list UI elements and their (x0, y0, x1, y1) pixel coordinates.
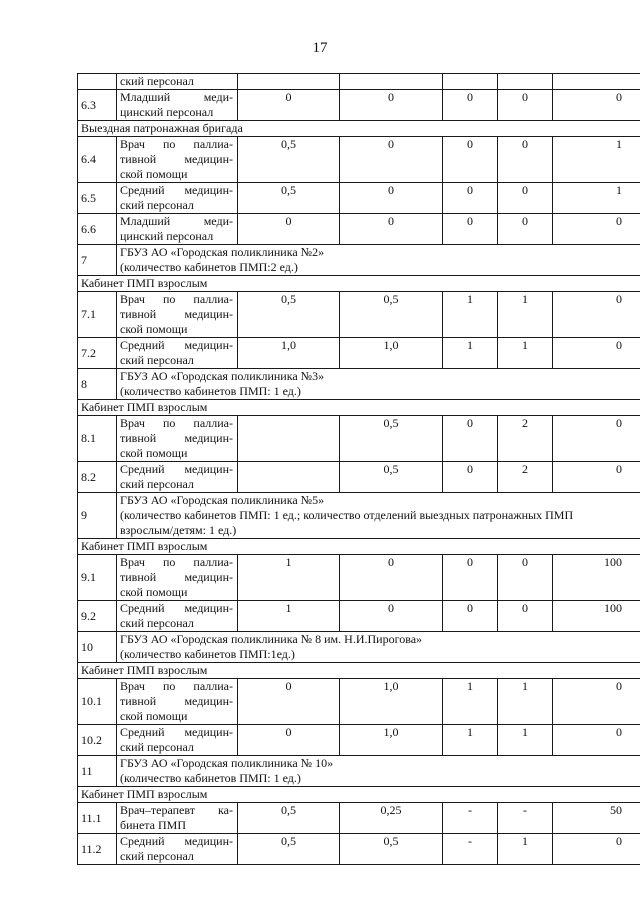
position-name-line: ский персонал (120, 353, 194, 367)
value-cell-3: - (443, 834, 498, 865)
table-row (78, 632, 640, 663)
value-cell-4: 1 (498, 292, 553, 338)
value-cell-2: 0,5 (340, 292, 443, 338)
organization-line: взрослым/детям: 1 ед.) (120, 523, 237, 537)
table-row (78, 338, 640, 369)
value-cell-4: 1 (498, 725, 553, 756)
position-name-line: тивной медицин- (120, 152, 233, 166)
value-cell-5: 100 (553, 555, 640, 601)
value-cell-3: 1 (443, 679, 498, 725)
value-cell-2: 0 (340, 214, 443, 245)
value-cell-2: 0 (340, 555, 443, 601)
value-cell-2: 0 (340, 601, 443, 632)
position-name (117, 679, 238, 725)
position-name-line: Врач по паллиа- (120, 555, 233, 569)
value-cell-2: 0,5 (340, 462, 443, 493)
value-cell-3: - (443, 803, 498, 834)
value-cell-1: 0,5 (238, 834, 340, 865)
value-cell-3 (443, 74, 498, 90)
value-cell-5: 1 (553, 183, 640, 214)
position-name (117, 183, 238, 214)
value-cell-4: - (498, 803, 553, 834)
position-name-line: ской помощи (120, 585, 188, 599)
value-cell-4: 0 (498, 137, 553, 183)
value-cell-4: 1 (498, 834, 553, 865)
row-number: 9 (78, 493, 117, 539)
table-row (78, 493, 640, 539)
value-cell-3: 1 (443, 725, 498, 756)
position-name-line: ский персонал (120, 849, 194, 863)
value-cell-3: 0 (443, 462, 498, 493)
section-heading: Кабинет ПМП взрослым (78, 400, 640, 416)
position-name-line: Врач по паллиа- (120, 679, 233, 693)
table-row (78, 400, 640, 416)
value-cell-1 (238, 74, 340, 90)
value-cell-5: 0 (553, 90, 640, 121)
organization-line: ГБУЗ АО «Городская поликлиника №5» (120, 493, 325, 507)
table-row (78, 276, 640, 292)
position-name (117, 137, 238, 183)
position-name-line: ской помощи (120, 709, 188, 723)
section-heading: Кабинет ПМП взрослым (78, 276, 640, 292)
section-heading: Кабинет ПМП взрослым (78, 663, 640, 679)
position-name-line: Средний медицин- (120, 338, 233, 352)
value-cell-4: 1 (498, 679, 553, 725)
organization-cell (117, 245, 640, 276)
position-name-line: Средний медицин- (120, 725, 233, 739)
position-name (117, 338, 238, 369)
table-row (78, 601, 640, 632)
position-name-line: цинский персонал (120, 105, 214, 119)
table-row (78, 663, 640, 679)
position-name-line: ской помощи (120, 322, 188, 336)
value-cell-4 (498, 74, 553, 90)
value-cell-4: 1 (498, 338, 553, 369)
position-name (117, 601, 238, 632)
table-row (78, 121, 640, 137)
position-name-line: ской помощи (120, 446, 188, 460)
row-number: 11 (78, 756, 117, 787)
value-cell-3: 0 (443, 137, 498, 183)
value-cell-2: 0,5 (340, 834, 443, 865)
table-row (78, 245, 640, 276)
row-number: 11.1 (78, 803, 117, 834)
row-number: 9.2 (78, 601, 117, 632)
row-number: 10.1 (78, 679, 117, 725)
table-row (78, 555, 640, 601)
table-row (78, 725, 640, 756)
organization-line: ГБУЗ АО «Городская поликлиника № 10» (120, 756, 334, 770)
position-name (117, 74, 238, 90)
position-name-line: тивной медицин- (120, 431, 233, 445)
position-name (117, 214, 238, 245)
organization-cell (117, 493, 640, 539)
position-name-line: Врач по паллиа- (120, 137, 233, 151)
value-cell-3: 0 (443, 90, 498, 121)
organization-line: ГБУЗ АО «Городская поликлиника №3» (120, 369, 325, 383)
value-cell-3: 0 (443, 183, 498, 214)
table-row (78, 183, 640, 214)
position-name-line: Средний медицин- (120, 834, 233, 848)
position-name-line: тивной медицин- (120, 694, 233, 708)
position-name-line: ский персонал (120, 74, 194, 88)
position-name-line: ский персонал (120, 477, 194, 491)
table-row (78, 214, 640, 245)
row-number: 10 (78, 632, 117, 663)
organization-line: (количество кабинетов ПМП:1ед.) (120, 647, 295, 661)
value-cell-5: 100 (553, 601, 640, 632)
organization-line: (количество кабинетов ПМП: 1 ед.) (120, 384, 301, 398)
row-number (78, 74, 117, 90)
value-cell-5: 0 (553, 292, 640, 338)
position-name-line: тивной медицин- (120, 307, 233, 321)
position-name (117, 555, 238, 601)
row-number: 6.3 (78, 90, 117, 121)
section-heading: Кабинет ПМП взрослым (78, 539, 640, 555)
position-name-line: ский персонал (120, 740, 194, 754)
value-cell-2: 0 (340, 137, 443, 183)
value-cell-5: 0 (553, 834, 640, 865)
value-cell-1: 0,5 (238, 292, 340, 338)
table-row (78, 787, 640, 803)
page-number: 17 (312, 40, 328, 56)
position-name-line: тивной медицин- (120, 570, 233, 584)
organization-line: (количество кабинетов ПМП: 1 ед.) (120, 771, 301, 785)
value-cell-3: 1 (443, 338, 498, 369)
value-cell-5: 0 (553, 338, 640, 369)
position-name (117, 90, 238, 121)
table-row (78, 90, 640, 121)
position-name-line: Врач–терапевт ка- (120, 803, 233, 817)
table-row (78, 462, 640, 493)
value-cell-5: 0 (553, 462, 640, 493)
row-number: 10.2 (78, 725, 117, 756)
value-cell-2: 0,5 (340, 416, 443, 462)
organization-cell (117, 369, 640, 400)
value-cell-1: 0 (238, 214, 340, 245)
position-name-line: Средний медицин- (120, 183, 233, 197)
value-cell-4: 0 (498, 555, 553, 601)
position-name-line: ский персонал (120, 616, 194, 630)
position-name-line: ский персонал (120, 198, 194, 212)
position-name (117, 462, 238, 493)
table-body (78, 74, 640, 865)
row-number: 8.1 (78, 416, 117, 462)
value-cell-1: 1 (238, 601, 340, 632)
position-name-line: бинета ПМП (120, 818, 186, 832)
table-row (78, 679, 640, 725)
table-row (78, 369, 640, 400)
row-number: 11.2 (78, 834, 117, 865)
value-cell-1: 0,5 (238, 137, 340, 183)
organization-line: ГБУЗ АО «Городская поликлиника № 8 им. Н.И.Пирогова» (120, 632, 423, 646)
position-name-line: Младший меди- (120, 214, 233, 228)
value-cell-5: 0 (553, 725, 640, 756)
section-heading: Выездная патронажная бригада (78, 121, 640, 137)
position-name-line: Врач по паллиа- (120, 292, 233, 306)
value-cell-4: 0 (498, 214, 553, 245)
value-cell-1: 1 (238, 555, 340, 601)
value-cell-1: 0 (238, 90, 340, 121)
row-number: 6.5 (78, 183, 117, 214)
row-number: 6.6 (78, 214, 117, 245)
value-cell-4: 2 (498, 416, 553, 462)
value-cell-2: 0 (340, 90, 443, 121)
position-name (117, 803, 238, 834)
organization-line: (количество кабинетов ПМП: 1 ед.; количество отделений выездных патронажных ПМП (120, 508, 574, 522)
position-name-line: ской помощи (120, 167, 188, 181)
value-cell-2 (340, 74, 443, 90)
value-cell-3: 1 (443, 292, 498, 338)
section-heading: Кабинет ПМП взрослым (78, 787, 640, 803)
value-cell-3: 0 (443, 601, 498, 632)
table-row (78, 74, 640, 90)
value-cell-1: 0 (238, 679, 340, 725)
value-cell-1 (238, 416, 340, 462)
row-number: 7.2 (78, 338, 117, 369)
value-cell-1: 0,5 (238, 803, 340, 834)
organization-cell (117, 632, 640, 663)
row-number: 9.1 (78, 555, 117, 601)
value-cell-5: 0 (553, 214, 640, 245)
value-cell-2: 1,0 (340, 679, 443, 725)
table-row (78, 292, 640, 338)
value-cell-2: 1,0 (340, 725, 443, 756)
value-cell-3: 0 (443, 214, 498, 245)
value-cell-1: 0,5 (238, 183, 340, 214)
position-name (117, 416, 238, 462)
value-cell-5: 1 (553, 137, 640, 183)
value-cell-4: 2 (498, 462, 553, 493)
position-name (117, 834, 238, 865)
value-cell-2: 0,25 (340, 803, 443, 834)
position-name-line: Средний медицин- (120, 462, 233, 476)
row-number: 7 (78, 245, 117, 276)
value-cell-1: 1,0 (238, 338, 340, 369)
row-number: 8 (78, 369, 117, 400)
table-row (78, 756, 640, 787)
organization-cell (117, 756, 640, 787)
row-number: 8.2 (78, 462, 117, 493)
table-row (78, 834, 640, 865)
value-cell-4: 0 (498, 183, 553, 214)
table-row (78, 539, 640, 555)
value-cell-5: 50 (553, 803, 640, 834)
position-name-line: Младший меди- (120, 90, 233, 104)
value-cell-4: 0 (498, 90, 553, 121)
row-number: 6.4 (78, 137, 117, 183)
value-cell-4: 0 (498, 601, 553, 632)
table-row (78, 137, 640, 183)
table-row (78, 803, 640, 834)
value-cell-2: 0 (340, 183, 443, 214)
position-name-line: цинский персонал (120, 229, 214, 243)
value-cell-5 (553, 74, 640, 90)
value-cell-3: 0 (443, 416, 498, 462)
row-number: 7.1 (78, 292, 117, 338)
table-row (78, 416, 640, 462)
value-cell-2: 1,0 (340, 338, 443, 369)
value-cell-1: 0 (238, 725, 340, 756)
value-cell-5: 0 (553, 416, 640, 462)
organization-line: (количество кабинетов ПМП:2 ед.) (120, 260, 298, 274)
position-name (117, 725, 238, 756)
value-cell-3: 0 (443, 555, 498, 601)
position-name-line: Средний медицин- (120, 601, 233, 615)
organization-line: ГБУЗ АО «Городская поликлиника №2» (120, 245, 325, 259)
value-cell-1 (238, 462, 340, 493)
position-name (117, 292, 238, 338)
staffing-table (77, 73, 640, 865)
position-name-line: Врач по паллиа- (120, 416, 233, 430)
value-cell-5: 0 (553, 679, 640, 725)
